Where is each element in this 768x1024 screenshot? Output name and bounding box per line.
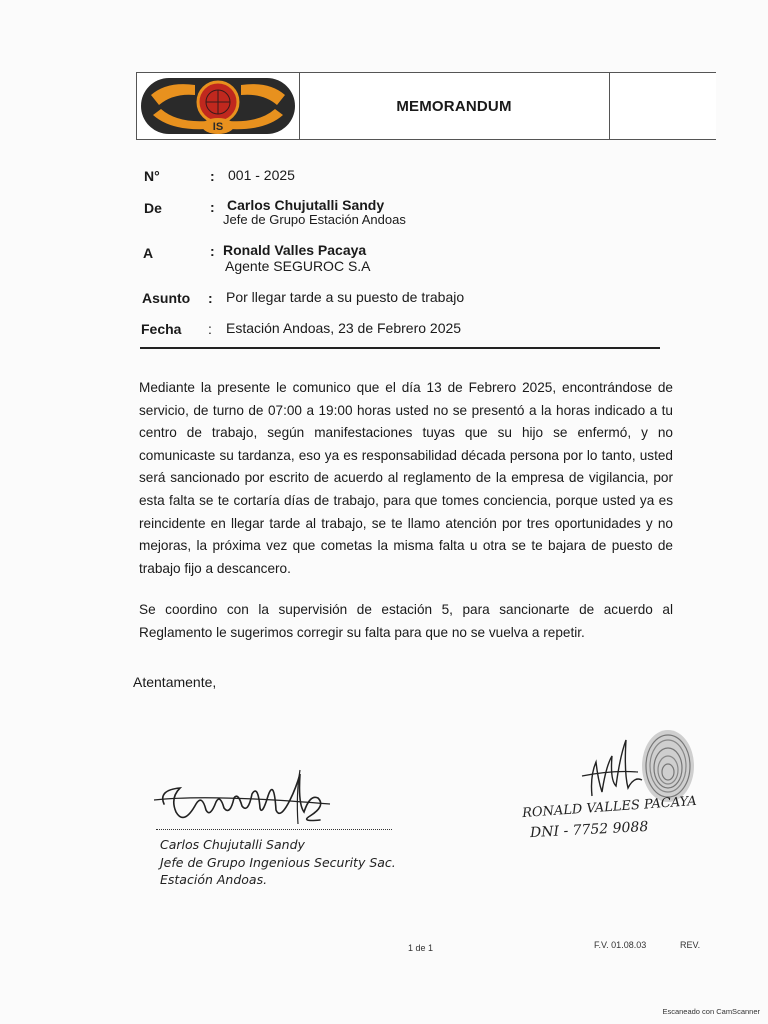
a-label: A (143, 245, 154, 261)
revision-label: REV. (680, 940, 701, 950)
numero-label: N° (144, 168, 160, 184)
asunto-value: Por llegar tarde a su puesto de trabajo (226, 289, 465, 305)
de-name: Carlos Chujutalli Sandy (227, 197, 385, 213)
handwritten-dni: DNI - 7752 9088 (529, 818, 649, 842)
seguroc-logo-icon (137, 73, 299, 139)
signature-left-icon (150, 764, 340, 830)
fecha-label: Fecha (141, 321, 182, 337)
body-paragraph-1: Mediante la presente le comunico que el día 13 de Febrero 2025, encontrándose de servicio, de turno de 07:00 a 19:00 horas usted no se presentó a la horas indicado a tu centro de trabajo, según manifestaciones tuyas que su hijo se enfermó, y no comunicaste su tardanza, eso ya es responsabilidad década persona por lo tanto, usted será sancionado por escrito de acuerdo al reglamento de la empresa de vigilancia, por esta falta se te cortaría días de trabajo, para que tomes conciencia, porque usted ya es reincidente en llegar tarde al trabajo, se te llamo atención por tres oportunidades y no mejoras, la próxima vez que cometas la misma falta u otra se te bajara de puesto de trabajo fijo a descancero. (139, 380, 673, 576)
fecha-value: Estación Andoas, 23 de Febrero 2025 (226, 320, 462, 336)
asunto-colon: : (208, 290, 213, 306)
fecha-colon: : (208, 321, 212, 337)
company-logo (137, 73, 300, 139)
de-role: Jefe de Grupo Estación Andoas (223, 212, 406, 227)
numero-colon: : (210, 168, 215, 184)
a-name: Ronald Valles Pacaya (223, 242, 367, 258)
handwritten-name: RONALD VALLES PACAYA (521, 793, 698, 822)
a-colon: : (210, 243, 215, 259)
asunto-label: Asunto (142, 290, 191, 306)
signature-right-icon (572, 736, 648, 802)
de-colon: : (210, 199, 215, 215)
signer-title: Jefe de Grupo Ingenious Security Sac. (160, 854, 396, 870)
signer-location: Estación Andoas. (160, 872, 268, 887)
memo-header (136, 72, 716, 140)
numero-value: 001 - 2025 (228, 167, 295, 183)
header-divider (609, 73, 610, 139)
form-version: F.V. 01.08.03 (594, 940, 647, 950)
page-number: 1 de 1 (408, 943, 434, 953)
body-paragraph-2: Se coordino con la supervisión de estación 5, para sancionarte de acuerdo al Reglamento le sugerimos corregir su falta para que no se vuelva a repetir. (139, 602, 673, 640)
signature-left-block (160, 836, 396, 889)
scanner-watermark: Escaneado con CamScanner (662, 1007, 760, 1016)
signature-dotted-line (156, 829, 392, 830)
logo-text: IS (212, 121, 224, 133)
header-rule (140, 347, 660, 349)
signoff: Atentamente, (133, 674, 217, 690)
memo-title: MEMORANDUM (396, 97, 512, 115)
a-role: Agente SEGUROC S.A (225, 258, 371, 274)
de-label: De (144, 200, 162, 216)
signer-name: Carlos Chujutalli Sandy (160, 837, 305, 852)
